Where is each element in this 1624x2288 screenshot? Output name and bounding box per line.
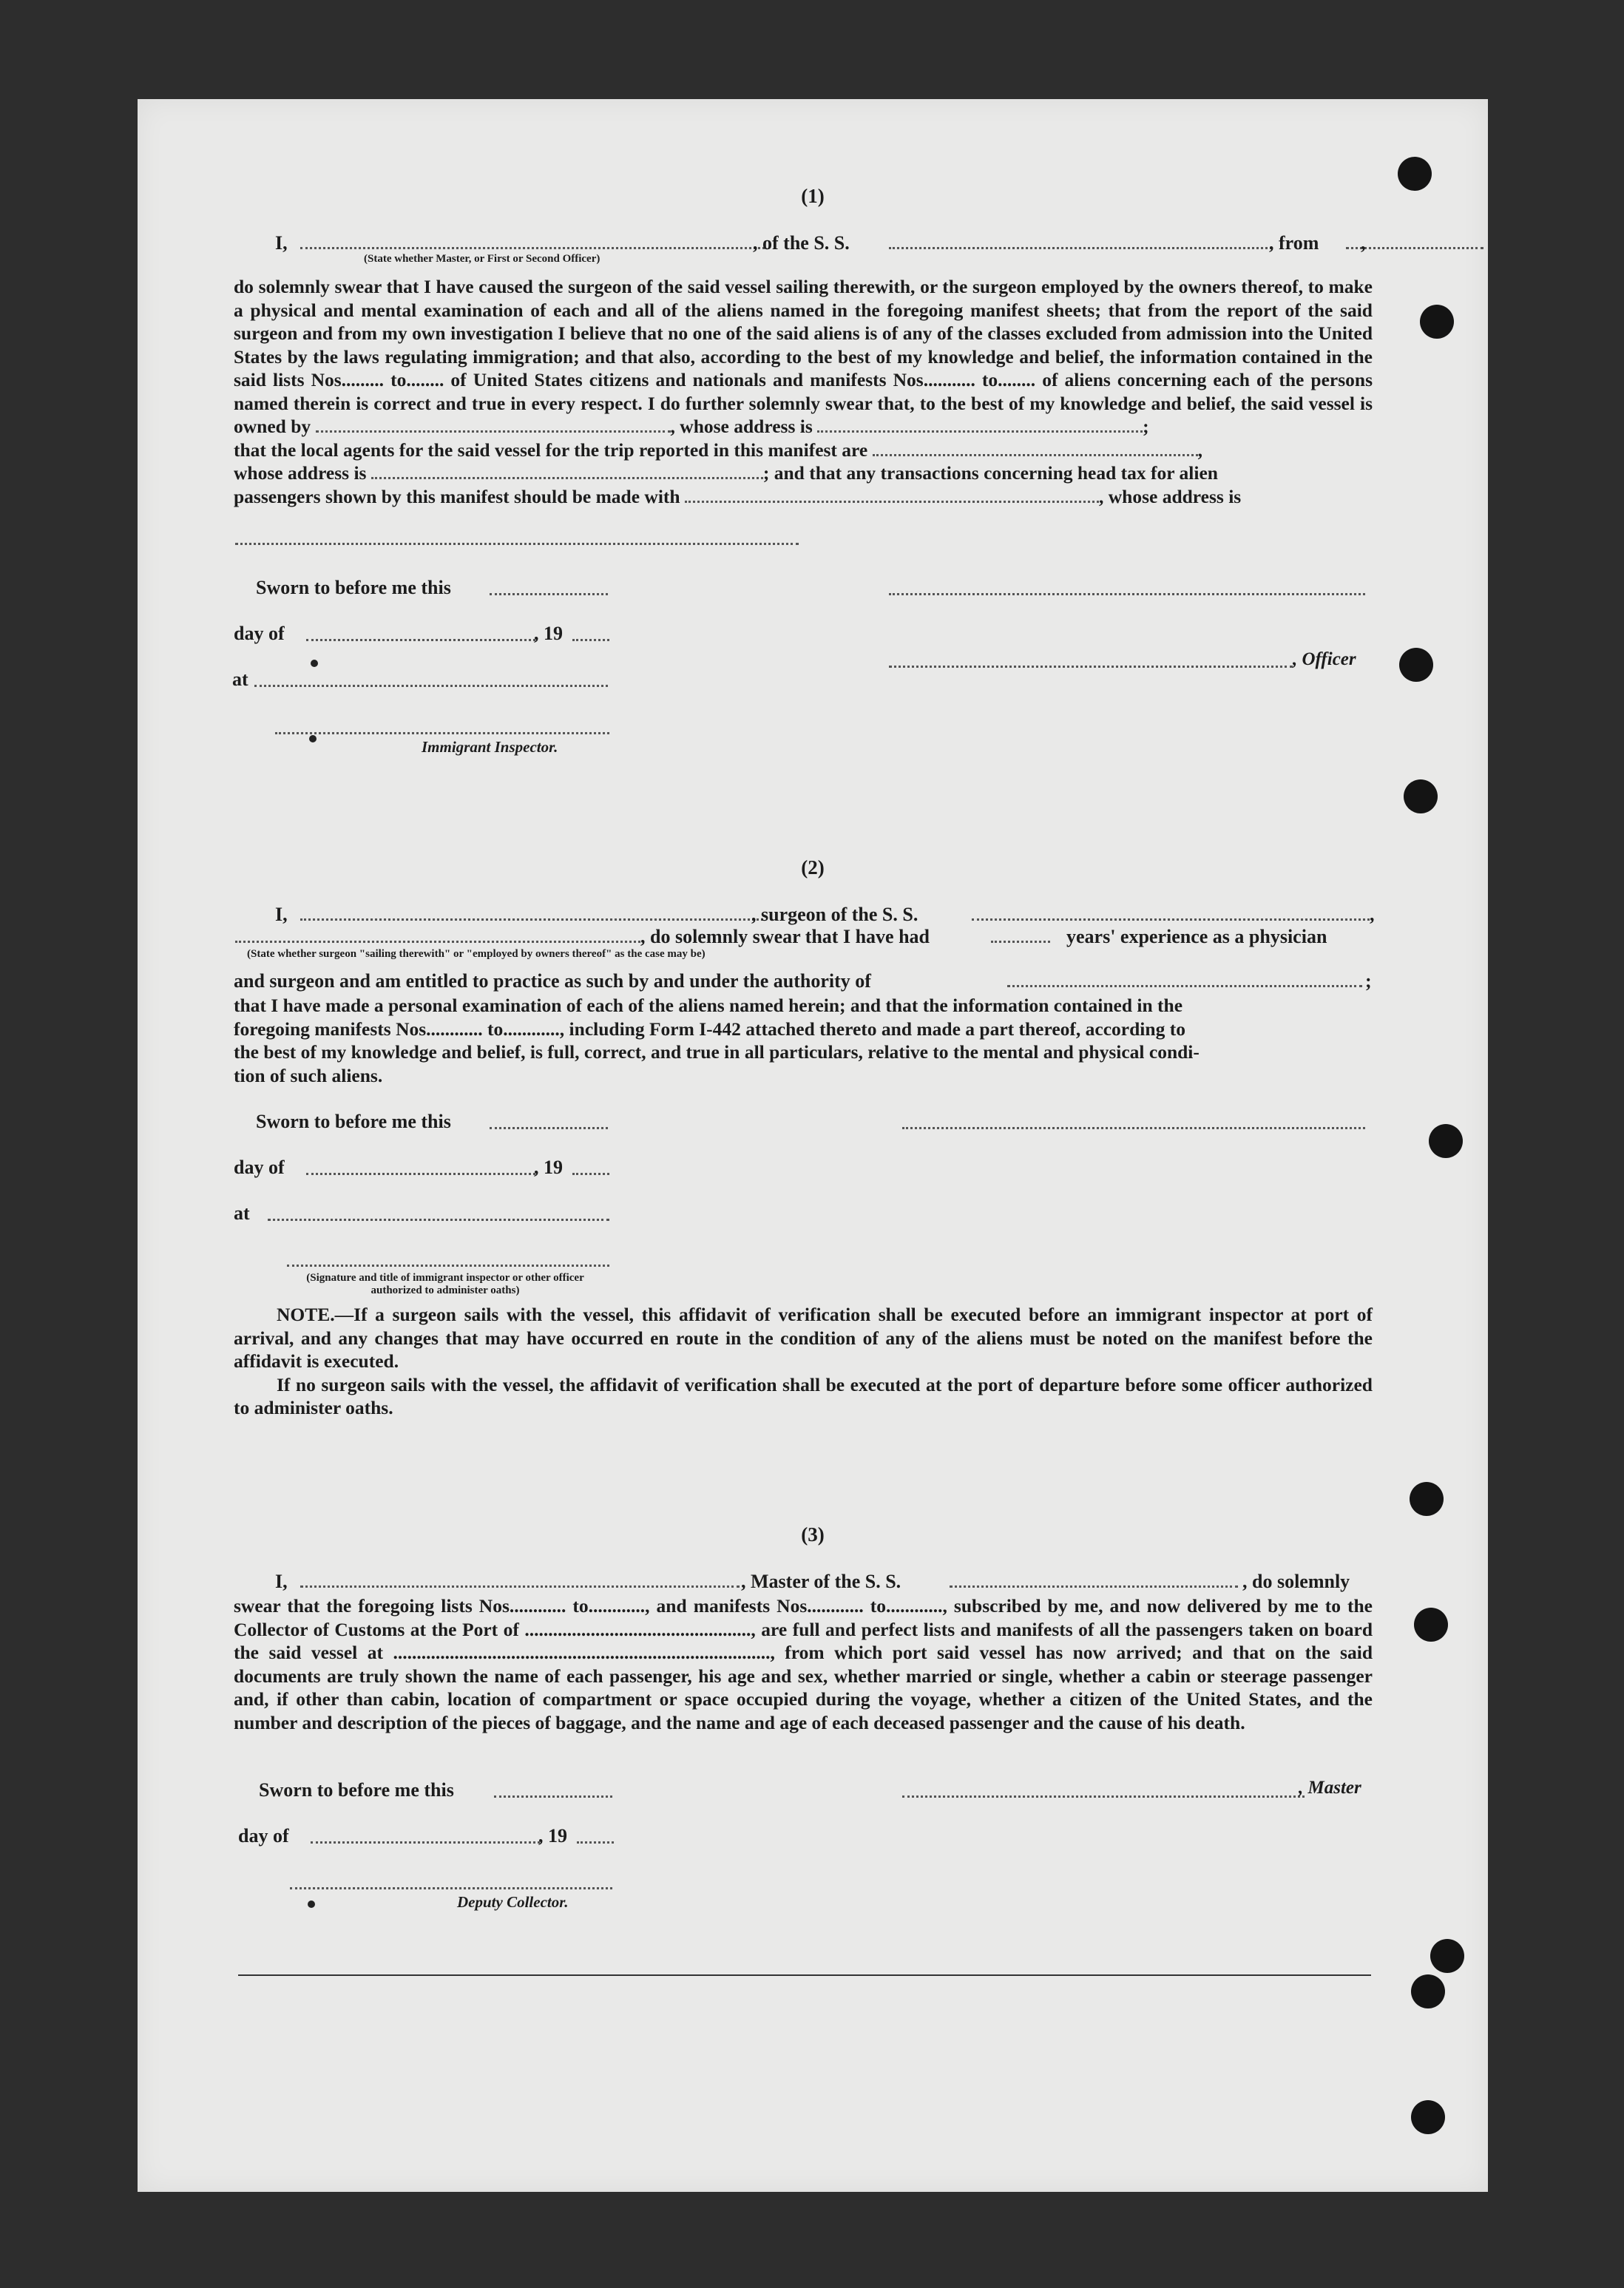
s1-body-text: do solemnly swear that I have caused the surgeon of the said vessel sailing therewith, or the surgeon employed by the owners thereof, to make a physical and mental examination of each and all of the aliens named in the foregoing manifest sheets; that from the report of the said surgeon and from my own investigation I believe that no one of the said aliens is of any of the classes excluded from admission into the United States by the laws regulating immigration; and that also, according to the best of my knowledge and belief, the information contained in the said lists Nos......... to........ of United States citizens and nationals and manifests Nos........... to........ of aliens concerning each of the persons named therein is correct and true in every respect. I do further solemnly swear that, to the best of my knowledge and belief, the said vessel is owned by [234,276,1373,437]
s1-from: , from [1269,232,1319,254]
s2-year: , 19 [534,1157,563,1178]
s3-solemnly: , do solemnly [1242,1571,1350,1592]
punch-hole [1410,1482,1444,1516]
s3-master-sign-field[interactable] [902,1795,1305,1798]
s2-authority-field[interactable] [1007,985,1362,987]
punch-hole [1414,1608,1448,1642]
s1-officer-label: , Officer [1293,649,1356,669]
punch-hole [1399,648,1433,682]
s3-i: I, [275,1571,288,1592]
ink-blot [309,735,317,742]
s2-year-field[interactable] [572,1173,609,1175]
s1-master-field[interactable] [300,247,765,249]
s1-at: at [232,669,248,690]
s3-body-text: swear that the foregoing lists Nos............ to............, and manifests Nos............ to............, subscribed by me, and now delivered by me to the Collector of Customs at the Port of ................................................, are full and perfect lists and manifests of all the passengers taken on board the said vessel at ................................................................................, from which port said vessel has now arrived; and that on the said documents are truly shown the name of each passenger, his age and sex, whether married or single, whether a cabin or steerage passenger and, if other than cabin, location of compartment or space occupied during the voyage, whether a citizen of the United States, and the number and description of the pieces of baggage, and the name and age of each deceased passenger and the cause of his death. [234,1595,1373,1733]
s2-line-b: that I have made a personal examination of each of the aliens named herein; and that the information contained in the [234,995,1183,1016]
s2-caption: (State whether surgeon "sailing therewith" or "employed by owners thereof" as the case may be) [247,948,706,960]
s2-note [234,1303,1373,1420]
s1-head-tax-field[interactable] [685,487,1099,503]
s1-year: , 19 [534,623,563,644]
s2-note-1: NOTE.—If a surgeon sails with the vessel, this affidavit of verification shall be executed before an immigrant inspector at port of arrival, and any changes that may have occurred en route in the condition of any of the aliens must be noted on the manifest before the affidavit is executed. [234,1304,1373,1372]
s1-agents: that the local agents for the said vessel for the trip reported in this manifest are [234,439,868,461]
punch-hole [1429,1124,1463,1158]
s1-officer-sign-top[interactable] [889,593,1365,595]
s2-i: I, [275,904,288,925]
s2-at-field[interactable] [268,1219,609,1221]
s1-head-tax-address-field[interactable] [235,543,799,545]
s2-surgeon-sign-field[interactable] [902,1127,1365,1129]
s2-ship-field[interactable] [972,918,1370,921]
s2-years-field[interactable] [991,941,1050,943]
s1-from-field[interactable] [1346,247,1483,249]
s2-sworn: Sworn to before me this [256,1111,451,1132]
section-3-number: (3) [801,1523,825,1546]
s1-year-field[interactable] [572,639,609,641]
s1-line-i [275,232,288,254]
s2-comma: , [1370,904,1375,925]
manifest-form-page [138,99,1488,2192]
s1-sworn-date-field[interactable] [490,593,608,595]
s3-master-of: , Master of the S. S. [741,1571,901,1592]
s2-sworn-date-field[interactable] [490,1127,608,1129]
s3-master-label: , Master [1299,1778,1361,1798]
s2-day-of: day of [234,1157,285,1178]
s1-body: do solemnly swear that I have caused the surgeon of the said vessel sailing therewith, or the surgeon employed by the owners thereof, to make a physical and mental examination of each and all of the aliens named in the foregoing manifest sheets; that from the report of the said surgeon and from my own investigation I believe that no one of the said aliens is of any of the classes excluded from admission into the United States by the laws regulating immigration; and that also, according to the best of my knowledge and belief, the information contained in the said lists Nos......... to........ of United States citizens and nationals and manifests Nos........... to........ of aliens concerning each of the persons named therein is correct and true in every respect. I do further solemnly swear that, to the best of my knowledge and belief, the said vessel is owned by , whose address is ; that the local agents for the said vessel for the trip reported in this manifest are , whose address is ; and that any transactions concerning head tax for alien passengers shown by this manifest should be made with , whose address is [234,276,1373,507]
s1-at-field[interactable] [254,685,608,687]
s2-at: at [234,1202,250,1224]
s3-day-of: day of [238,1825,289,1847]
s2-years: years' experience as a physician [1066,926,1327,947]
s2-semi: ; [1365,970,1372,992]
section-1-number: (1) [801,185,825,207]
s3-collector-sign-field[interactable] [290,1887,612,1889]
s1-comma: , [1361,232,1366,254]
s2-sig-caption: (Signature and title of immigrant inspector or other officer authorized to administer oaths) [306,1272,584,1296]
s1-i-label: I, [275,232,288,254]
s3-sworn-date-field[interactable] [494,1795,612,1798]
s1-sworn: Sworn to before me this [256,577,451,598]
s2-surgeon-of: , surgeon of the S. S. [751,904,918,925]
s1-inspector-label: Immigrant Inspector. [422,738,558,756]
s2-surgeon-field[interactable] [300,918,763,921]
s1-agents-address-field[interactable] [371,464,763,479]
s2-body [234,994,1373,1087]
bottom-rule [238,1974,1371,1976]
s1-of-ss: , of the S. S. [753,232,850,254]
s2-line-a [234,970,871,992]
s3-sworn: Sworn to before me this [259,1779,454,1801]
s1-whose-address: , whose address is [1098,485,1242,507]
punch-hole [1411,2100,1445,2134]
s1-passengers: passengers shown by this manifest should be made with [234,485,680,507]
s1-caption: (State whether Master, or First or Second Officer) [364,253,600,265]
s2-line-e: tion of such aliens. [234,1064,383,1086]
punch-hole [1404,779,1438,813]
s2-status-field[interactable] [235,941,640,943]
ink-blot [311,660,318,667]
punch-hole [1411,1974,1445,2008]
s3-body [234,1594,1373,1734]
s2-line-a-text: and surgeon and am entitled to practice as such by and under the authority of [234,970,871,992]
s2-line-c: foregoing manifests Nos............ to............, including Form I-442 attached thereto and made a part thereof, according to [234,1018,1185,1040]
s2-day-field[interactable] [306,1173,535,1175]
section-2-number: (2) [801,856,825,879]
s1-owned-tail: , whose address is [670,416,813,437]
s1-day-field[interactable] [306,639,535,641]
s3-collector-label: Deputy Collector. [457,1893,569,1911]
s3-ship-field[interactable] [950,1585,1238,1588]
s3-year-field[interactable] [577,1841,614,1844]
s1-owner-address-field[interactable] [817,417,1143,433]
s2-line-d: the best of my knowledge and belief, is full, correct, and true in all particulars, relative to the mental and physical condi- [234,1041,1200,1063]
s1-head-tax: ; and that any transactions concerning head tax for alien [762,462,1218,484]
s2-swear: , do solemnly swear that I have had [640,926,930,947]
s1-inspector-field[interactable] [275,732,609,734]
s3-year: , 19 [538,1825,567,1847]
s1-ship-field[interactable] [889,247,1272,249]
punch-hole [1430,1939,1464,1973]
s3-day-field[interactable] [311,1841,540,1844]
s3-master-field[interactable] [300,1585,740,1588]
s1-address: whose address is [234,462,367,484]
s2-inspector-sign-field[interactable] [287,1265,609,1267]
s1-agents-field[interactable] [873,441,1198,456]
ink-blot [308,1901,315,1908]
s2-note-2: If no surgeon sails with the vessel, the affidavit of verification shall be executed at the port of departure before some officer authorized to administer oaths. [234,1373,1373,1418]
punch-hole [1420,305,1454,339]
s1-day-of: day of [234,623,285,644]
s1-owner-field[interactable] [316,417,671,433]
s1-officer-field[interactable] [889,666,1293,668]
